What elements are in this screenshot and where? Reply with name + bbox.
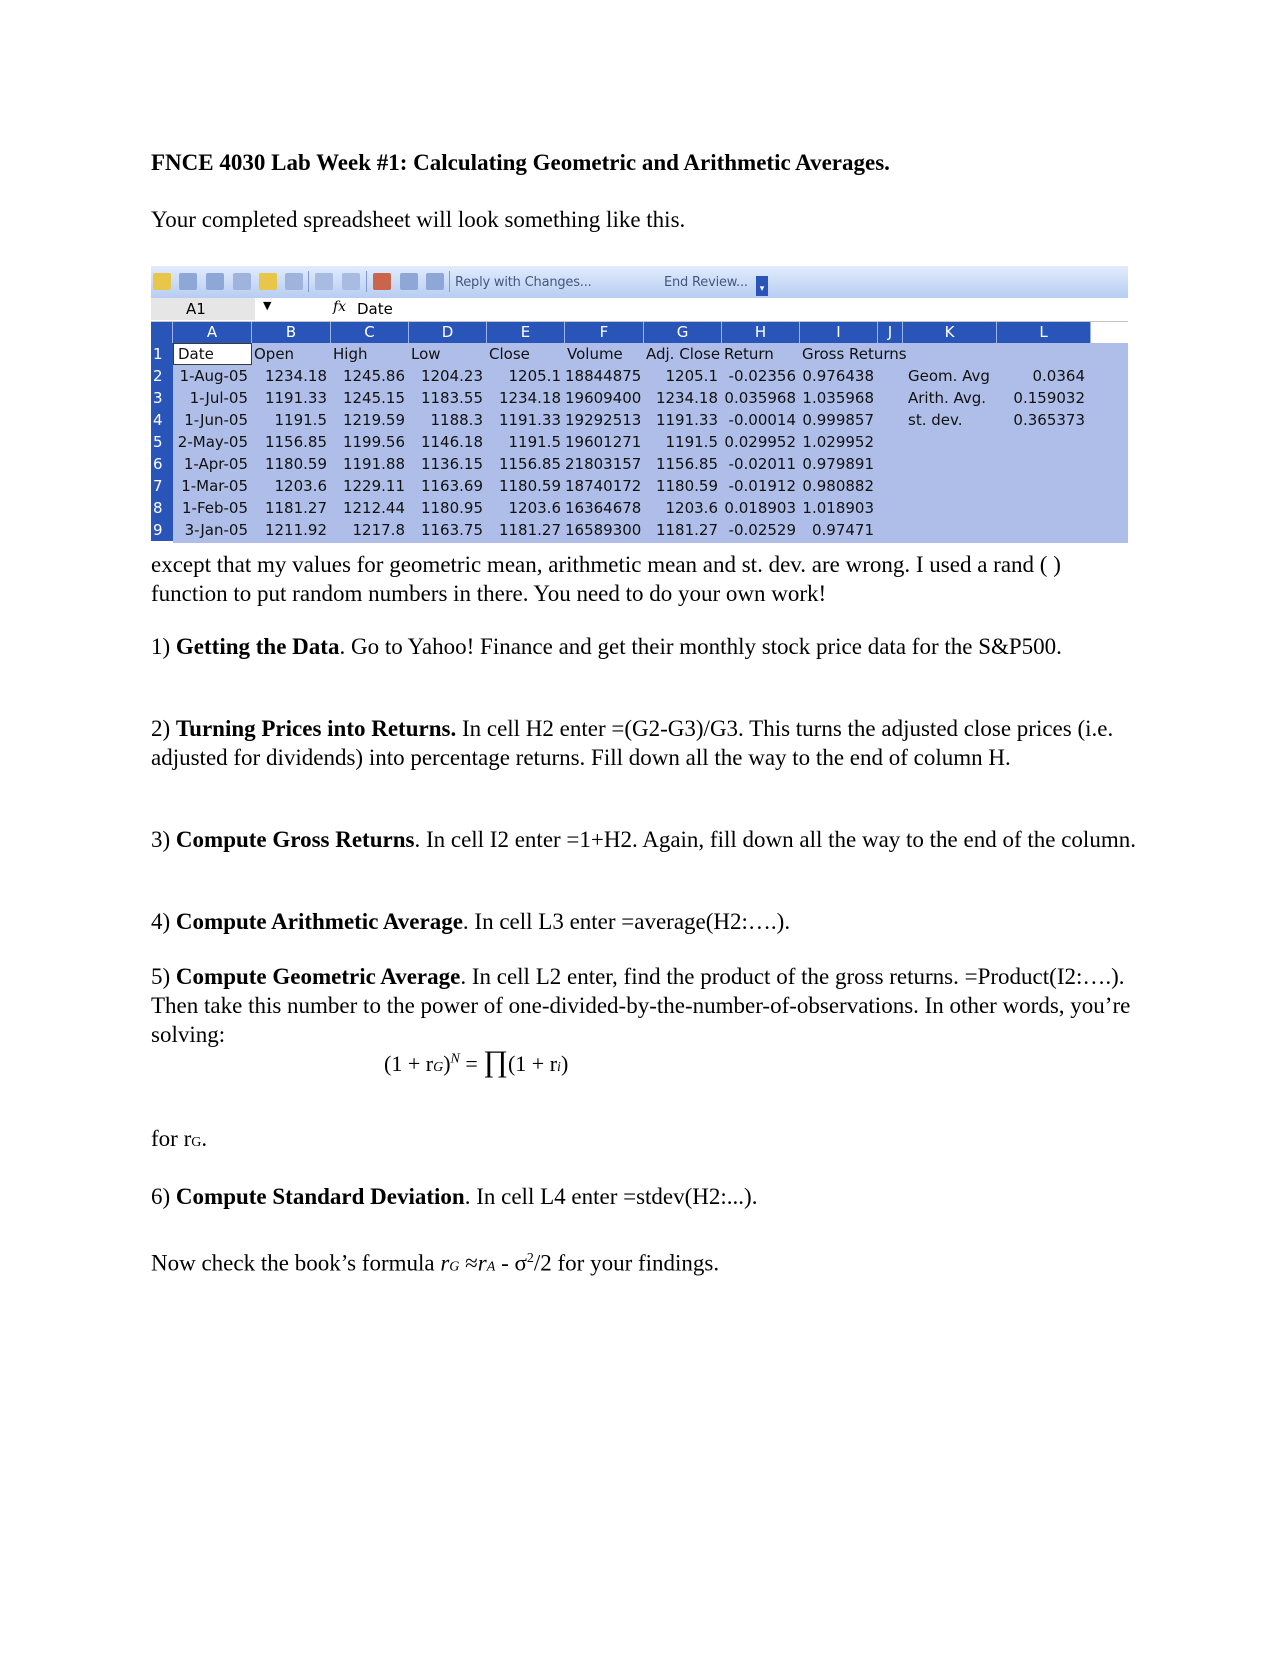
table-cell[interactable]: 0.97471	[811, 521, 874, 539]
row-header[interactable]: 6	[151, 453, 173, 475]
table-cell[interactable]: 1203.6	[665, 499, 718, 517]
table-cell[interactable]: 1156.85	[498, 455, 561, 473]
final-formula: Now check the book’s formula rG $\approx rA - \sigma^2/2$ for your findings.	[151, 1250, 720, 1276]
stat-label[interactable]: st. dev.	[908, 411, 963, 429]
end-review-button[interactable]: End Review...	[664, 275, 748, 290]
table-cell[interactable]: 1191.5	[665, 433, 718, 451]
table-cell[interactable]: 1217.8	[352, 521, 405, 539]
table-cell[interactable]: 1199.56	[342, 433, 405, 451]
table-cell[interactable]: 1191.88	[342, 455, 405, 473]
table-cell[interactable]: 1234.18	[264, 367, 327, 385]
table-cell[interactable]: 1181.27	[264, 499, 327, 517]
column-title-cell[interactable]: Open	[254, 345, 295, 363]
step-1: 1) Getting the Data. Go to Yahoo! Finance and get their monthly stock price data for the S&P500.	[151, 634, 1062, 659]
column-header[interactable]: A	[173, 322, 252, 343]
column-title-cell[interactable]: Volume	[567, 345, 623, 363]
row-header[interactable]: 8	[151, 497, 173, 519]
table-cell[interactable]: 0.976438	[802, 367, 874, 385]
table-cell[interactable]: 0.999857	[802, 411, 874, 429]
table-cell[interactable]: 1156.85	[264, 433, 327, 451]
column-title-cell[interactable]: High	[333, 345, 368, 363]
table-cell[interactable]: 1.018903	[802, 499, 874, 517]
stat-value[interactable]: 0.0364	[1032, 367, 1085, 385]
formula-bar	[151, 298, 1128, 322]
table-cell[interactable]: 19601271	[565, 433, 642, 451]
column-header[interactable]: H	[722, 322, 800, 343]
table-cell[interactable]: 1219.59	[342, 411, 405, 429]
table-cell[interactable]: 1180.59	[264, 455, 327, 473]
table-cell[interactable]: 1180.59	[498, 477, 561, 495]
table-cell[interactable]: -0.01912	[728, 477, 796, 495]
table-cell[interactable]: 0.035968	[724, 389, 796, 407]
stat-label[interactable]: Arith. Avg.	[908, 389, 987, 407]
table-cell[interactable]: 1204.23	[420, 367, 483, 385]
row-header[interactable]: 2	[151, 365, 173, 387]
step-3: 3) Compute Gross Returns. In cell I2 enter =1+H2. Again, fill down all the way to the end of the column.	[151, 827, 1136, 852]
table-cell[interactable]: 1180.95	[420, 499, 483, 517]
reject-icon[interactable]	[342, 273, 360, 290]
column-title-cell[interactable]: Date	[178, 345, 214, 363]
toolbar-options-icon[interactable]: ▾	[756, 276, 768, 296]
column-title-cell[interactable]: Return	[724, 345, 774, 363]
column-header[interactable]: G	[644, 322, 722, 343]
column-header[interactable]: D	[409, 322, 487, 343]
column-header[interactable]: C	[331, 322, 409, 343]
folder-icon[interactable]	[153, 273, 171, 290]
doc-icon[interactable]	[206, 273, 224, 290]
function-icon[interactable]: fx	[333, 299, 347, 315]
table-cell[interactable]: 1163.75	[420, 521, 483, 539]
table-cell[interactable]: 1188.3	[430, 411, 483, 429]
row-header[interactable]: 7	[151, 475, 173, 497]
table-cell[interactable]: 2-May-05	[177, 433, 248, 451]
accept-icon[interactable]	[315, 273, 333, 290]
step-6: 6) Compute Standard Deviation. In cell L4 enter =stdev(H2:...).	[151, 1184, 758, 1209]
table-cell[interactable]: 1180.59	[655, 477, 718, 495]
table-cell[interactable]: 1234.18	[498, 389, 561, 407]
table-cell[interactable]: 19292513	[565, 411, 642, 429]
column-header[interactable]: L	[997, 322, 1091, 343]
column-header[interactable]: J	[878, 322, 903, 343]
table-cell[interactable]: 1205.1	[508, 367, 561, 385]
table-cell[interactable]: 1205.1	[665, 367, 718, 385]
table-cell[interactable]: 16589300	[565, 521, 642, 539]
stat-label[interactable]: Geom. Avg	[908, 367, 990, 385]
page-title: FNCE 4030 Lab Week #1: Calculating Geometric and Arithmetic Averages.	[151, 150, 890, 175]
table-cell[interactable]: 1211.92	[264, 521, 327, 539]
table-cell[interactable]: 1191.33	[655, 411, 718, 429]
table-cell[interactable]: 1212.44	[342, 499, 405, 517]
table-cell[interactable]: 1234.18	[655, 389, 718, 407]
table-cell[interactable]: 1-Jul-05	[189, 389, 248, 407]
table-cell[interactable]: 16364678	[565, 499, 642, 517]
table-cell[interactable]: 0.979891	[802, 455, 874, 473]
column-title-cell[interactable]: Adj. Close	[646, 345, 721, 363]
table-cell[interactable]: 1-Apr-05	[183, 455, 248, 473]
note-icon[interactable]	[373, 273, 391, 290]
row-header[interactable]: 3	[151, 387, 173, 409]
column-header[interactable]: E	[487, 322, 565, 343]
table-cell[interactable]: 0.029952	[724, 433, 796, 451]
table-cell[interactable]: 19609400	[565, 389, 642, 407]
for-rg: for rG.	[151, 1126, 208, 1151]
table-cell[interactable]: -0.02011	[728, 455, 796, 473]
table-cell[interactable]: 1-Jun-05	[184, 411, 248, 429]
row-header[interactable]: 9	[151, 519, 173, 541]
table-cell[interactable]: 1136.15	[420, 455, 483, 473]
column-header[interactable]: F	[565, 322, 644, 343]
table-cell[interactable]: 1245.15	[342, 389, 405, 407]
table-cell[interactable]: -0.02356	[728, 367, 796, 385]
track-icon[interactable]	[259, 273, 277, 290]
table-cell[interactable]: 1181.27	[655, 521, 718, 539]
column-title-cell[interactable]: Gross Returns	[802, 345, 907, 363]
column-header[interactable]: B	[252, 322, 331, 343]
table-cell[interactable]: 18844875	[565, 367, 642, 385]
select-all-corner[interactable]	[151, 322, 173, 343]
table-cell[interactable]: 0.018903	[724, 499, 796, 517]
table-cell[interactable]: 1191.33	[264, 389, 327, 407]
mail-icon[interactable]	[233, 273, 251, 290]
spreadsheet-screenshot	[151, 266, 1128, 543]
equation: (1 + rG)$^N$ = ∏(1 + ri)	[384, 1045, 569, 1078]
delete-icon[interactable]	[285, 273, 303, 290]
table-cell[interactable]: 1191.33	[498, 411, 561, 429]
column-header[interactable]: K	[903, 322, 997, 343]
table-cell[interactable]: 1156.85	[655, 455, 718, 473]
doc-icon[interactable]	[179, 273, 197, 290]
table-cell[interactable]: 21803157	[565, 455, 642, 473]
table-cell[interactable]: 1181.27	[498, 521, 561, 539]
table-cell[interactable]: 1-Aug-05	[179, 367, 248, 385]
stat-value[interactable]: 0.159032	[1013, 389, 1085, 407]
row-header[interactable]: 5	[151, 431, 173, 453]
step-4: 4) Compute Arithmetic Average. In cell L3 enter =average(H2:….).	[151, 909, 791, 934]
row-header[interactable]: 4	[151, 409, 173, 431]
name-box[interactable]: A1 ▼	[151, 298, 255, 320]
table-cell[interactable]: 1-Feb-05	[181, 499, 248, 517]
column-title-cell[interactable]: Close	[489, 345, 530, 363]
merge-icon[interactable]	[426, 273, 444, 290]
paragraph-except: except that my values for geometric mean, arithmetic mean and st. dev. are wrong. I used a rand ( ) function to put random numbers in there. You need to do your own work!	[151, 552, 1061, 606]
table-cell[interactable]: -0.02529	[728, 521, 796, 539]
table-cell[interactable]: 0.980882	[802, 477, 874, 495]
column-title-cell[interactable]: Low	[411, 345, 441, 363]
chevron-down-icon[interactable]: ▼	[263, 299, 272, 312]
step-2: 2) Turning Prices into Returns. In cell H2 enter =(G2-G3)/G3. This turns the adjusted close prices (i.e. adjusted for dividends) into percentage returns. Fill down all the way to the end of column H.	[151, 716, 1114, 770]
table-cell[interactable]: 1183.55	[420, 389, 483, 407]
table-cell[interactable]: 1203.6	[274, 477, 327, 495]
table-cell[interactable]: 1245.86	[342, 367, 405, 385]
table-cell[interactable]: 3-Jan-05	[184, 521, 248, 539]
review-toolbar	[151, 266, 1128, 298]
table-cell[interactable]: 1163.69	[420, 477, 483, 495]
column-header[interactable]: I	[800, 322, 878, 343]
table-cell[interactable]: -0.00014	[728, 411, 796, 429]
compare-icon[interactable]	[400, 273, 418, 290]
reply-with-changes-button[interactable]: Reply with Changes...	[455, 275, 592, 290]
table-cell[interactable]: 1191.5	[274, 411, 327, 429]
stat-value[interactable]: 0.365373	[1013, 411, 1085, 429]
table-cell[interactable]: 1203.6	[508, 499, 561, 517]
formula-input[interactable]: Date	[357, 300, 393, 318]
row-header[interactable]: 1	[151, 343, 173, 365]
table-cell[interactable]: 1229.11	[342, 477, 405, 495]
table-cell[interactable]: 1.035968	[802, 389, 874, 407]
table-cell[interactable]: 1-Mar-05	[181, 477, 248, 495]
table-cell[interactable]: 1146.18	[420, 433, 483, 451]
table-cell[interactable]: 18740172	[565, 477, 642, 495]
table-cell[interactable]: 1191.5	[508, 433, 561, 451]
step-5: 5) Compute Geometric Average. In cell L2 enter, find the product of the gross returns. =Product(I2:….). Then take this number to the power of one-divided-by-the-number-of-observations. In other words, you’re solving:	[151, 964, 1131, 1047]
table-cell[interactable]: 1.029952	[802, 433, 874, 451]
intro-text: Your completed spreadsheet will look something like this.	[151, 207, 686, 232]
